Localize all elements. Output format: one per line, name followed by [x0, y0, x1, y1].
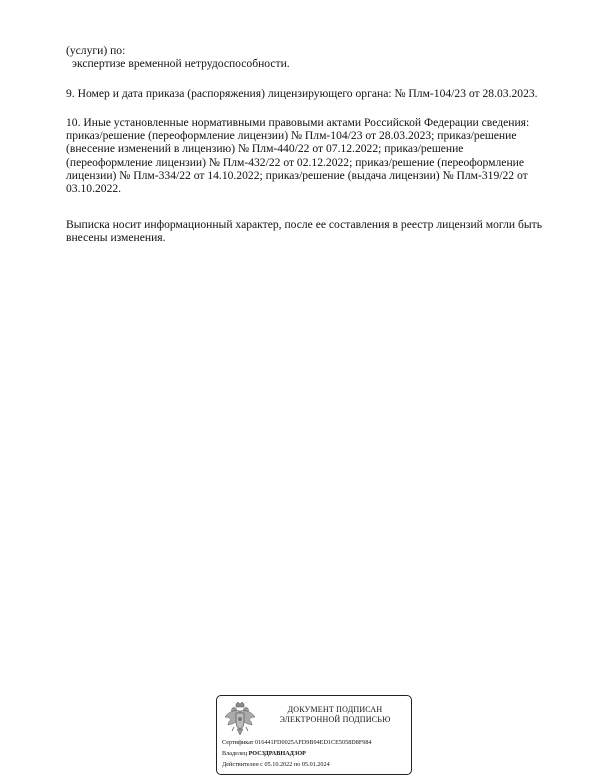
other-info-line: 10. Иные установленные нормативными правовыми актами Российской Федерации сведения: — [66, 116, 530, 129]
stamp-title — [265, 705, 405, 725]
licensed-services-block — [66, 44, 546, 70]
coat-of-arms-icon — [223, 701, 257, 737]
disclaimer-line: внесены изменения. — [66, 231, 166, 245]
certificate-label: Сертификат — [222, 739, 254, 746]
valid-to: 05.01.2024 — [301, 761, 330, 768]
owner-row — [222, 750, 306, 758]
service-item: экспертизе временной нетрудоспособности. — [72, 57, 290, 71]
other-info-line: приказ/решение (переоформление лицензии) № Плм-104/23 от 28.03.2023; приказ/решение — [66, 129, 517, 143]
other-info-line: (внесение изменений в лицензию) № Плм-440/22 от 07.12.2022; приказ/решение — [66, 142, 464, 156]
disclaimer-line: Выписка носит информационный характер, после ее составления в реестр лицензий могли быть — [66, 218, 542, 231]
other-info-line: (переоформление лицензии) № Плм-432/22 от 02.12.2022; приказ/решение (переоформление — [66, 155, 524, 169]
valid-label: Действителен с — [222, 761, 263, 768]
validity-row — [222, 761, 330, 769]
order-number-text: 9. Номер и дата приказа (распоряжения) лицензирующего органа: № Плм-104/23 от 28.03.2023. — [66, 87, 538, 100]
certificate-value: 016441FD0025AFD9B94ED1CE5058D8F984 — [255, 739, 372, 746]
other-info-line: 03.10.2022. — [66, 182, 122, 196]
services-intro: (услуги) по: — [66, 44, 126, 57]
electronic-signature-stamp — [216, 695, 412, 775]
other-info-section — [66, 116, 546, 195]
disclaimer-note — [66, 218, 546, 244]
order-number-section — [66, 87, 546, 100]
stamp-title-line1: ДОКУМЕНТ ПОДПИСАН — [287, 705, 383, 714]
certificate-row — [222, 739, 372, 747]
other-info-line: лицензии) № Плм-334/22 от 14.10.2022; приказ/решение (выдача лицензии) № Плм-319/22 от — [66, 168, 528, 182]
valid-to-label: по — [293, 761, 301, 768]
stamp-title-line2: ЭЛЕКТРОННОЙ ПОДПИСЬЮ — [279, 715, 391, 724]
owner-label: Владелец — [222, 750, 248, 757]
owner-value: РОСЗДРАВНАДЗОР — [248, 750, 306, 757]
valid-from: 05.10.2022 — [264, 761, 293, 768]
